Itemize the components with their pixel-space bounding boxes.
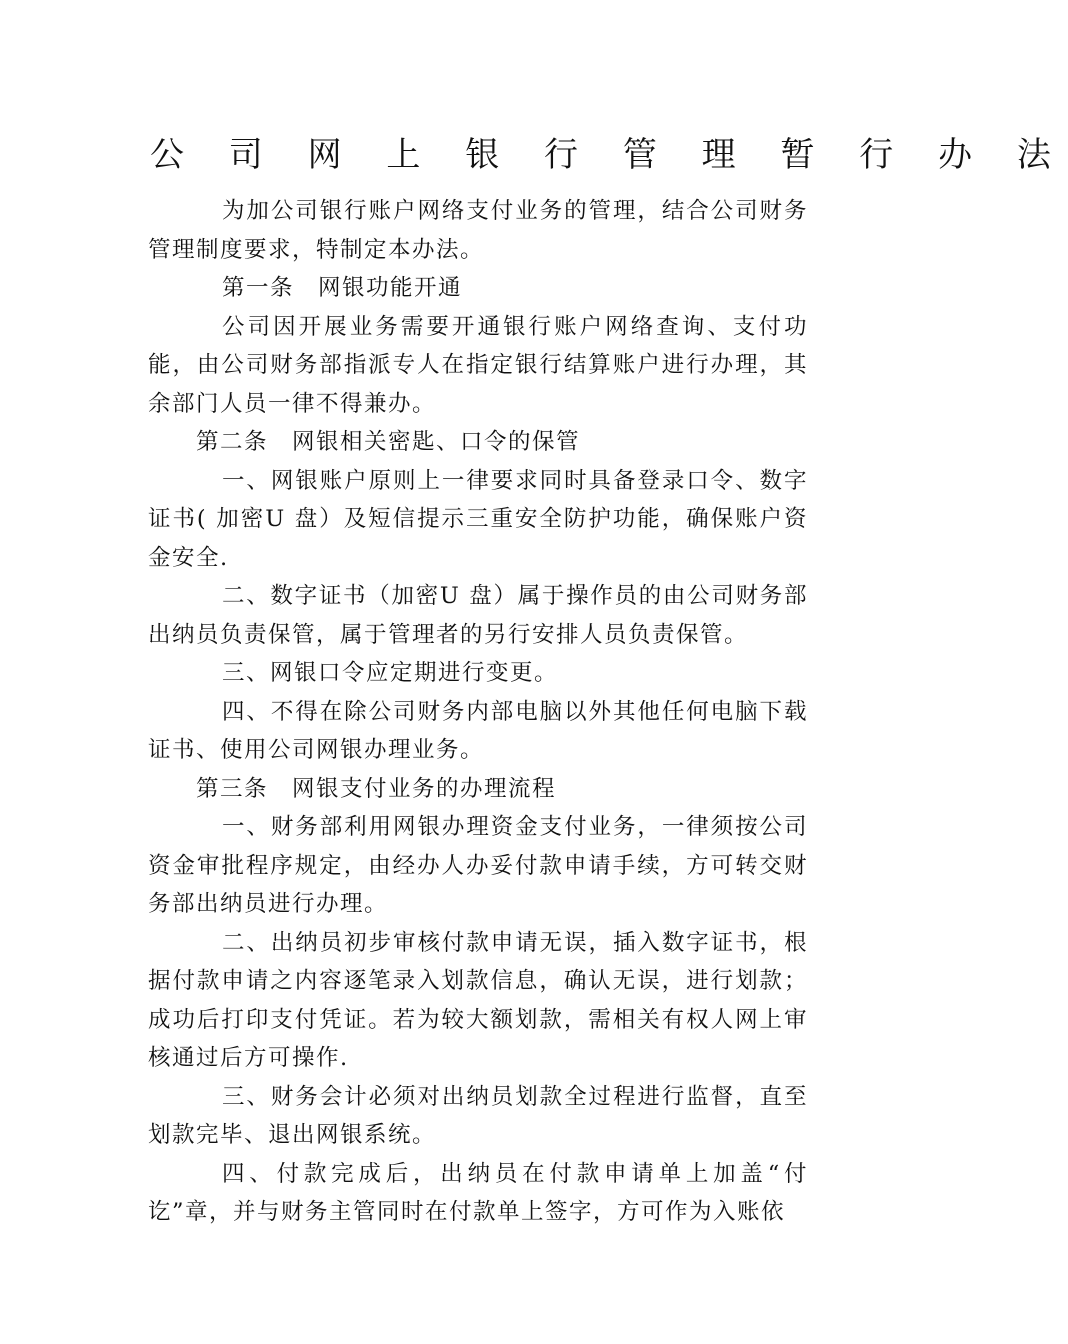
- article-3-heading: 第三条 网银支付业务的办理流程: [196, 775, 557, 802]
- article-1-paragraph: 公司因开展业务需要开通银行账户网络查询、支付功能，由公司财务部指派专人在指定银行结算账户进行办理，其余部门人员一律不得兼办。: [148, 313, 808, 417]
- document-body: [148, 192, 808, 1232]
- article-2-heading: 第二条 网银相关密匙、口令的保管: [196, 429, 581, 455]
- article-3-item-2: 二、出纳员初步审核付款申请无误，插入数字证书，根据付款申请之内容逐笔录入划款信息，确认无误，进行划款；成功后打印支付凭证。若为较大额划款，需相关有权人网上审核通过后方可操作.: [148, 929, 808, 1071]
- article-2-item-2: 二、数字证书（加密U 盘）属于操作员的由公司财务部出纳员负责保管，属于管理者的另行安排人员负责保管。: [148, 583, 808, 648]
- article-2-item-4: 四、不得在除公司财务内部电脑以外其他任何电脑下载证书、使用公司网银办理业务。: [148, 698, 808, 763]
- article-3-item-1: 一、财务部利用网银办理资金支付业务，一律须按公司资金审批程序规定，由经办人办妥付款申请手续，方可转交财务部出纳员进行办理。: [148, 814, 808, 917]
- article-3-item-4: 四、付款完成后，出纳员在付款申请单上加盖“付讫”章，并与财务主管同时在付款单上签字，方可作为入账依: [148, 1160, 808, 1225]
- article-3-item-3: 三、财务会计必须对出纳员划款全过程进行监督，直至划款完毕、退出网银系统。: [148, 1083, 808, 1148]
- article-1-heading: 第一条 网银功能开通: [222, 275, 463, 301]
- preamble-paragraph: 为加公司银行账户网络支付业务的管理，结合公司财务管理制度要求，特制定本办法。: [148, 198, 808, 263]
- article-2-item-1: 一、网银账户原则上一律要求同时具备登录口令、数字证书( 加密U 盘）及短信提示三重安全防护功能，确保账户资金安全.: [148, 467, 808, 571]
- article-2-item-3: 三、网银口令应定期进行变更。: [222, 660, 559, 686]
- document-title: 公 司 网 上 银 行 管 理 暂 行 办 法: [150, 135, 1068, 175]
